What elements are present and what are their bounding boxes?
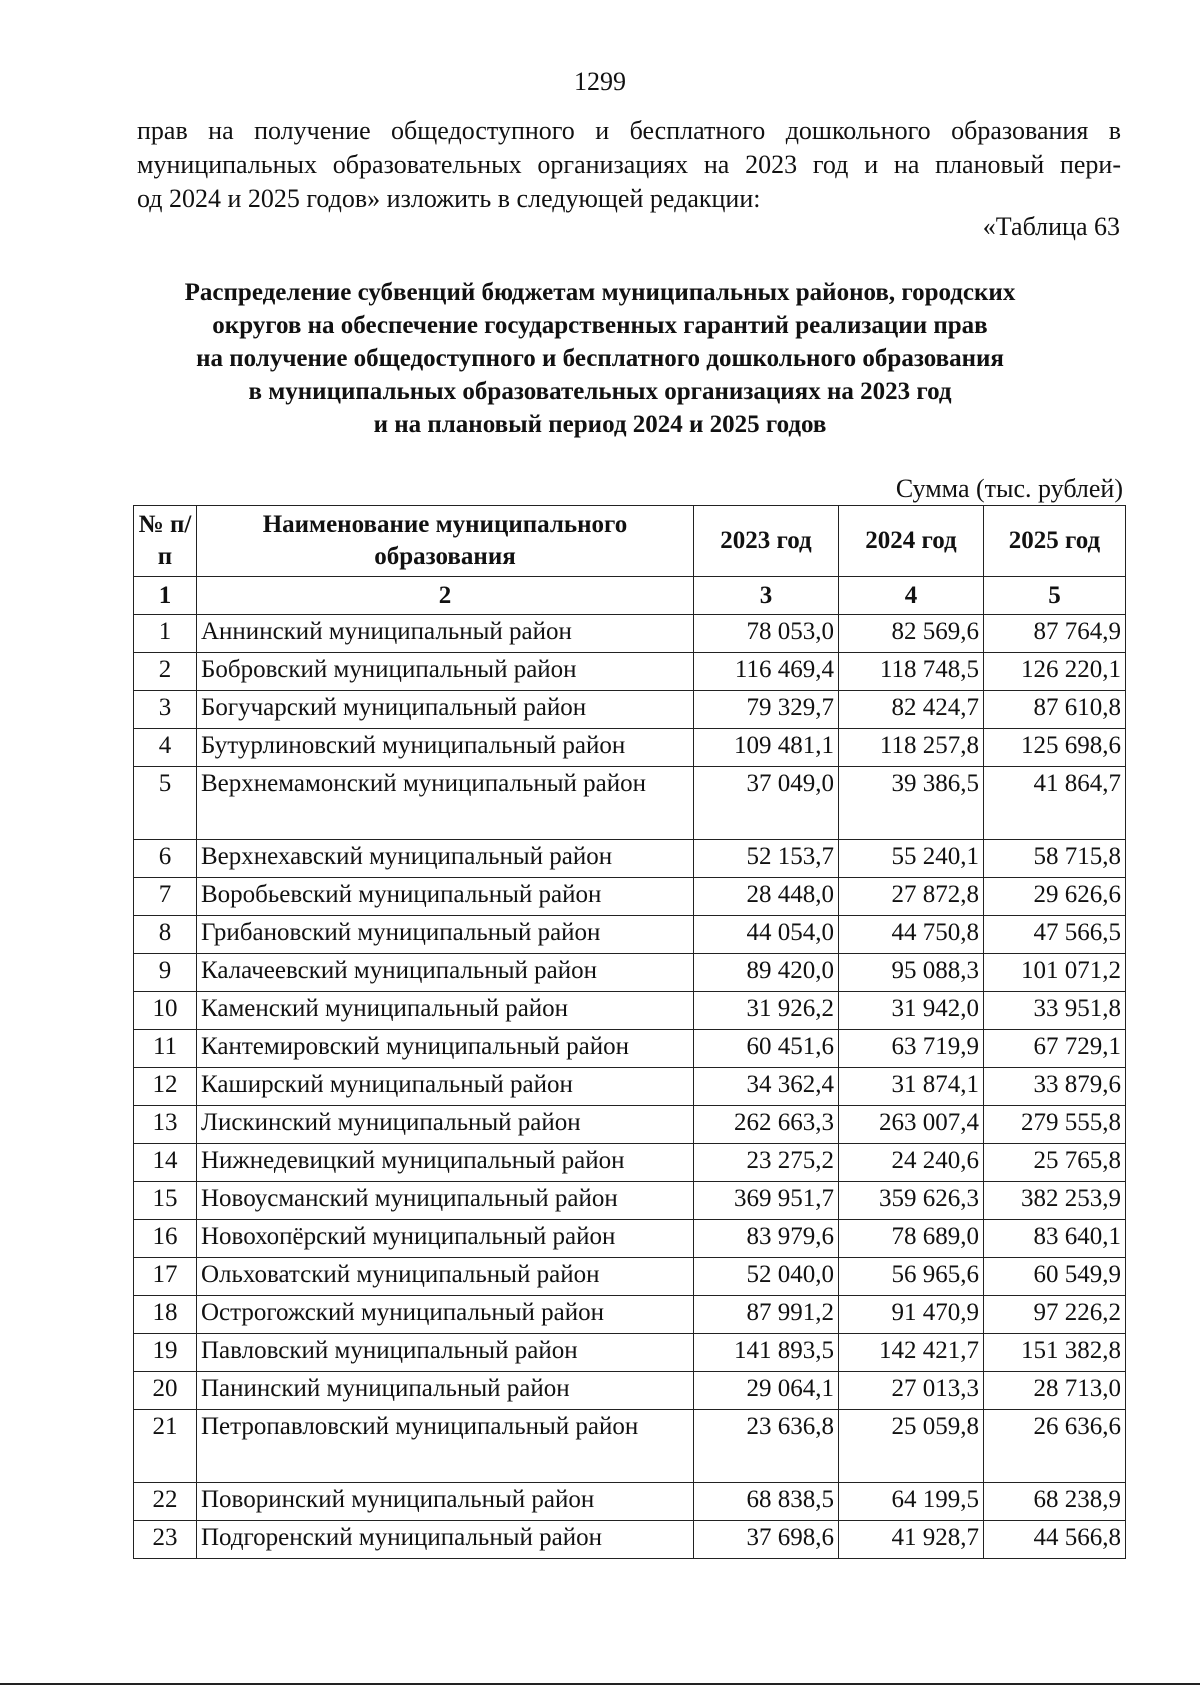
row-number: 15 [134,1182,197,1220]
bottom-rule [0,1683,1200,1685]
title-line: на получение общедоступного и бесплатного дошкольного образования [196,345,1004,372]
value-2024: 55 240,1 [839,840,984,878]
column-number: 5 [984,577,1126,615]
value-2024: 118 257,8 [839,729,984,767]
table-row [134,954,1126,992]
municipality-name: Бобровский муниципальный район [197,653,694,691]
municipality-name: Богучарский муниципальный район [197,691,694,729]
value-2025: 279 555,8 [984,1106,1126,1144]
value-2023: 78 053,0 [694,615,839,653]
table-row [134,1068,1126,1106]
value-2023: 109 481,1 [694,729,839,767]
value-2025: 26 636,6 [984,1410,1126,1483]
row-number: 17 [134,1258,197,1296]
table-row [134,992,1126,1030]
value-2025: 58 715,8 [984,840,1126,878]
value-2024: 27 013,3 [839,1372,984,1410]
value-2023: 87 991,2 [694,1296,839,1334]
table-row [134,767,1126,840]
value-2025: 28 713,0 [984,1372,1126,1410]
value-2024: 44 750,8 [839,916,984,954]
value-2023: 31 926,2 [694,992,839,1030]
intro-line: муниципальных образовательных организациях на 2023 год и на плановый пери- [137,150,1121,179]
value-2023: 141 893,5 [694,1334,839,1372]
municipality-name: Бутурлиновский муниципальный район [197,729,694,767]
row-number: 8 [134,916,197,954]
municipality-name: Кантемировский муниципальный район [197,1030,694,1068]
municipality-name: Острогожский муниципальный район [197,1296,694,1334]
table-row [134,615,1126,653]
units-label: Сумма (тыс. рублей) [895,474,1123,503]
value-2024: 27 872,8 [839,878,984,916]
value-2023: 37 049,0 [694,767,839,840]
value-2025: 67 729,1 [984,1030,1126,1068]
title-line: округов на обеспечение государственных гарантий реализации прав [212,312,988,339]
value-2023: 23 636,8 [694,1410,839,1483]
municipality-name: Верхнемамонский муниципальный район [197,767,694,840]
municipality-name: Ольховатский муниципальный район [197,1258,694,1296]
value-2024: 359 626,3 [839,1182,984,1220]
municipality-name: Каширский муниципальный район [197,1068,694,1106]
subventions-table [133,505,1126,1559]
value-2023: 52 040,0 [694,1258,839,1296]
title-line: Распределение субвенций бюджетам муниципальных районов, городских [184,279,1016,306]
value-2025: 33 879,6 [984,1068,1126,1106]
row-number: 5 [134,767,197,840]
value-2024: 25 059,8 [839,1410,984,1483]
value-2024: 82 424,7 [839,691,984,729]
header-number: № п/п [134,506,197,577]
value-2025: 101 071,2 [984,954,1126,992]
table-row [134,691,1126,729]
value-2024: 24 240,6 [839,1144,984,1182]
municipality-name: Петропавловский муниципальный район [197,1410,694,1483]
value-2024: 39 386,5 [839,767,984,840]
value-2023: 52 153,7 [694,840,839,878]
table-row [134,878,1126,916]
table-row [134,1182,1126,1220]
municipality-name: Аннинский муниципальный район [197,615,694,653]
row-number: 9 [134,954,197,992]
title-line: и на плановый период 2024 и 2025 годов [373,411,827,438]
municipality-name: Воробьевский муниципальный район [197,878,694,916]
municipality-name: Новоусманский муниципальный район [197,1182,694,1220]
value-2025: 87 610,8 [984,691,1126,729]
intro-paragraph [137,114,1121,216]
table-row [134,1334,1126,1372]
column-number-row [134,577,1126,615]
value-2024: 263 007,4 [839,1106,984,1144]
value-2025: 97 226,2 [984,1296,1126,1334]
municipality-name: Нижнедевицкий муниципальный район [197,1144,694,1182]
table-header-row [134,506,1126,577]
value-2024: 31 874,1 [839,1068,984,1106]
header-2024: 2024 год [839,506,984,577]
intro-line: прав на получение общедоступного и бесплатного дошкольного образования в [137,116,1121,145]
column-number: 4 [839,577,984,615]
table-row [134,1030,1126,1068]
value-2023: 89 420,0 [694,954,839,992]
intro-line: од 2024 и 2025 годов» изложить в следующей редакции: [137,184,761,213]
row-number: 18 [134,1296,197,1334]
value-2023: 60 451,6 [694,1030,839,1068]
municipality-name: Калачеевский муниципальный район [197,954,694,992]
document-title [100,276,1100,441]
row-number: 12 [134,1068,197,1106]
value-2025: 125 698,6 [984,729,1126,767]
row-number: 3 [134,691,197,729]
value-2023: 68 838,5 [694,1483,839,1521]
row-number: 19 [134,1334,197,1372]
value-2025: 126 220,1 [984,653,1126,691]
table-row [134,1372,1126,1410]
table-row [134,1258,1126,1296]
value-2023: 262 663,3 [694,1106,839,1144]
row-number: 7 [134,878,197,916]
value-2025: 83 640,1 [984,1220,1126,1258]
table-row [134,1521,1126,1559]
value-2025: 382 253,9 [984,1182,1126,1220]
column-number: 3 [694,577,839,615]
value-2024: 78 689,0 [839,1220,984,1258]
value-2025: 44 566,8 [984,1521,1126,1559]
row-number: 13 [134,1106,197,1144]
table-body [134,615,1126,1559]
value-2024: 82 569,6 [839,615,984,653]
row-number: 11 [134,1030,197,1068]
row-number: 21 [134,1410,197,1483]
header-2025: 2025 год [984,506,1126,577]
table-row [134,916,1126,954]
municipality-name: Панинский муниципальный район [197,1372,694,1410]
row-number: 16 [134,1220,197,1258]
value-2025: 87 764,9 [984,615,1126,653]
row-number: 10 [134,992,197,1030]
table-row [134,653,1126,691]
column-number: 2 [197,577,694,615]
row-number: 4 [134,729,197,767]
row-number: 6 [134,840,197,878]
value-2024: 91 470,9 [839,1296,984,1334]
value-2024: 142 421,7 [839,1334,984,1372]
value-2023: 369 951,7 [694,1182,839,1220]
value-2023: 29 064,1 [694,1372,839,1410]
value-2023: 37 698,6 [694,1521,839,1559]
table-label: «Таблица 63 [982,212,1120,241]
municipality-name: Грибановский муниципальный район [197,916,694,954]
table-row [134,1483,1126,1521]
value-2023: 28 448,0 [694,878,839,916]
value-2024: 95 088,3 [839,954,984,992]
header-2023: 2023 год [694,506,839,577]
municipality-name: Павловский муниципальный район [197,1334,694,1372]
title-line: в муниципальных образовательных организациях на 2023 год [248,378,952,405]
table-row [134,729,1126,767]
page-number: 1299 [574,67,626,96]
value-2023: 83 979,6 [694,1220,839,1258]
municipality-name: Подгоренский муниципальный район [197,1521,694,1559]
row-number: 23 [134,1521,197,1559]
row-number: 1 [134,615,197,653]
table-row [134,840,1126,878]
value-2024: 56 965,6 [839,1258,984,1296]
value-2023: 44 054,0 [694,916,839,954]
row-number: 22 [134,1483,197,1521]
value-2023: 23 275,2 [694,1144,839,1182]
row-number: 14 [134,1144,197,1182]
value-2023: 79 329,7 [694,691,839,729]
row-number: 2 [134,653,197,691]
value-2025: 68 238,9 [984,1483,1126,1521]
row-number: 20 [134,1372,197,1410]
value-2025: 41 864,7 [984,767,1126,840]
municipality-name: Новохопёрский муниципальный район [197,1220,694,1258]
municipality-name: Поворинский муниципальный район [197,1483,694,1521]
value-2025: 47 566,5 [984,916,1126,954]
table-row [134,1410,1126,1483]
table-row [134,1144,1126,1182]
value-2025: 151 382,8 [984,1334,1126,1372]
value-2024: 41 928,7 [839,1521,984,1559]
value-2025: 60 549,9 [984,1258,1126,1296]
value-2023: 116 469,4 [694,653,839,691]
value-2025: 25 765,8 [984,1144,1126,1182]
municipality-name: Верхнехавский муниципальный район [197,840,694,878]
value-2024: 31 942,0 [839,992,984,1030]
table-row [134,1220,1126,1258]
value-2025: 33 951,8 [984,992,1126,1030]
column-number: 1 [134,577,197,615]
header-name: Наименование муниципального образования [197,506,694,577]
municipality-name: Каменский муниципальный район [197,992,694,1030]
value-2024: 63 719,9 [839,1030,984,1068]
value-2023: 34 362,4 [694,1068,839,1106]
value-2025: 29 626,6 [984,878,1126,916]
value-2024: 118 748,5 [839,653,984,691]
table-row [134,1106,1126,1144]
municipality-name: Лискинский муниципальный район [197,1106,694,1144]
table-row [134,1296,1126,1334]
value-2024: 64 199,5 [839,1483,984,1521]
